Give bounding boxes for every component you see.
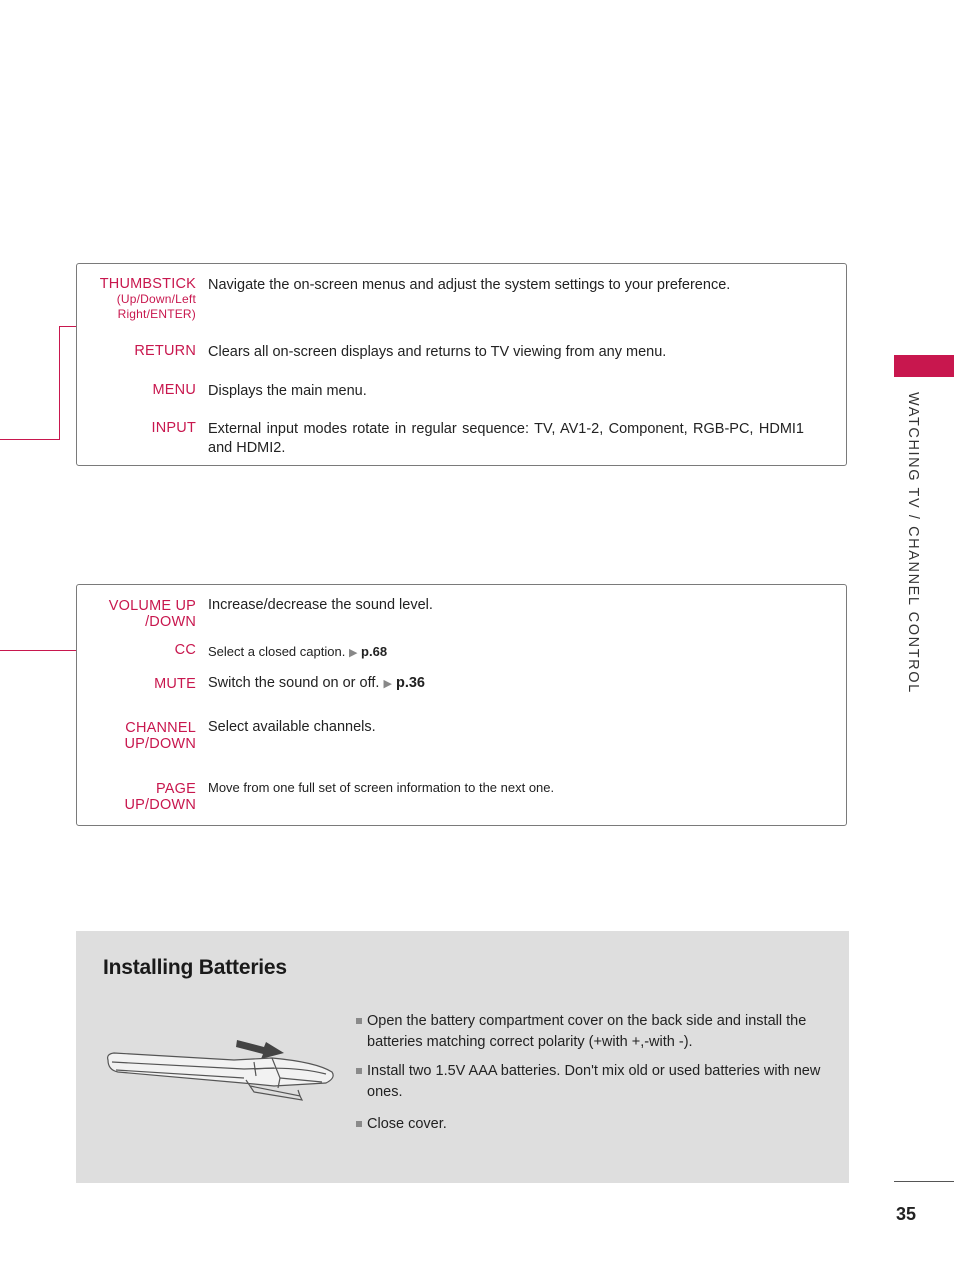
button-name: PAGE UP/DOWN: [124, 781, 196, 813]
button-description: Increase/decrease the sound level.: [208, 597, 433, 613]
installing-batteries-panel: [76, 931, 849, 1183]
button-name: CHANNEL UP/DOWN: [124, 720, 196, 752]
section-title-vertical: WATCHING TV / CHANNEL CONTROL: [905, 392, 921, 694]
button-description: External input modes rotate in regular sequence: TV, AV1-2, Component, RGB-PC, HDMI1 and HDMI2.: [208, 421, 804, 456]
button-name: RETURN: [134, 343, 196, 359]
instruction-step: Close cover.: [356, 1114, 826, 1135]
callout-line-vertical: [59, 326, 60, 440]
button-description: Move from one full set of screen information to the next one.: [208, 780, 555, 795]
button-function-table-1: [76, 263, 847, 466]
square-bullet-icon: [356, 1018, 362, 1024]
instruction-step: Install two 1.5V AAA batteries. Don't mix old or used batteries with new ones.: [356, 1061, 826, 1103]
panel-title: Installing Batteries: [103, 956, 287, 979]
instruction-step: Open the battery compartment cover on the back side and install the batteries matching correct polarity (+with +,-with -).: [356, 1011, 826, 1053]
button-description: Navigate the on-screen menus and adjust the system settings to your preference.: [208, 277, 731, 293]
triangle-right-icon: ▶: [348, 647, 358, 659]
footer-rule: [894, 1181, 954, 1182]
button-description: Clears all on-screen displays and returns to TV viewing from any menu.: [208, 344, 667, 360]
callout-line-volume: [0, 650, 76, 651]
button-description: Displays the main menu.: [208, 383, 367, 399]
square-bullet-icon: [356, 1121, 362, 1127]
button-description: Select a closed caption. ▶ p.68: [208, 644, 388, 659]
remote-control-battery-cover-icon: [104, 1026, 344, 1116]
triangle-right-icon: ▶: [383, 678, 392, 690]
square-bullet-icon: [356, 1068, 362, 1074]
button-name: MUTE: [154, 676, 196, 692]
button-name: CC: [174, 642, 196, 658]
button-name: VOLUME UP /DOWN: [108, 598, 196, 630]
button-description: Select available channels.: [208, 719, 376, 735]
callout-line-top: [59, 326, 76, 327]
button-name: INPUT: [151, 420, 196, 436]
page-reference-link[interactable]: p.36: [395, 675, 425, 691]
page-number: 35: [896, 1204, 917, 1224]
section-tab-marker: [894, 355, 954, 377]
button-name: MENU: [152, 382, 196, 398]
button-name: THUMBSTICK (Up/Down/Left Right/ENTER): [76, 276, 196, 322]
button-function-table-2: [76, 584, 847, 826]
button-description: Switch the sound on or off. ▶ p.36: [208, 675, 425, 691]
button-subname: (Up/Down/Left Right/ENTER): [116, 292, 196, 321]
callout-line-bottom: [0, 439, 60, 440]
push-direction-arrow-icon: [236, 1040, 284, 1059]
page-reference-link[interactable]: p.68: [361, 644, 388, 659]
